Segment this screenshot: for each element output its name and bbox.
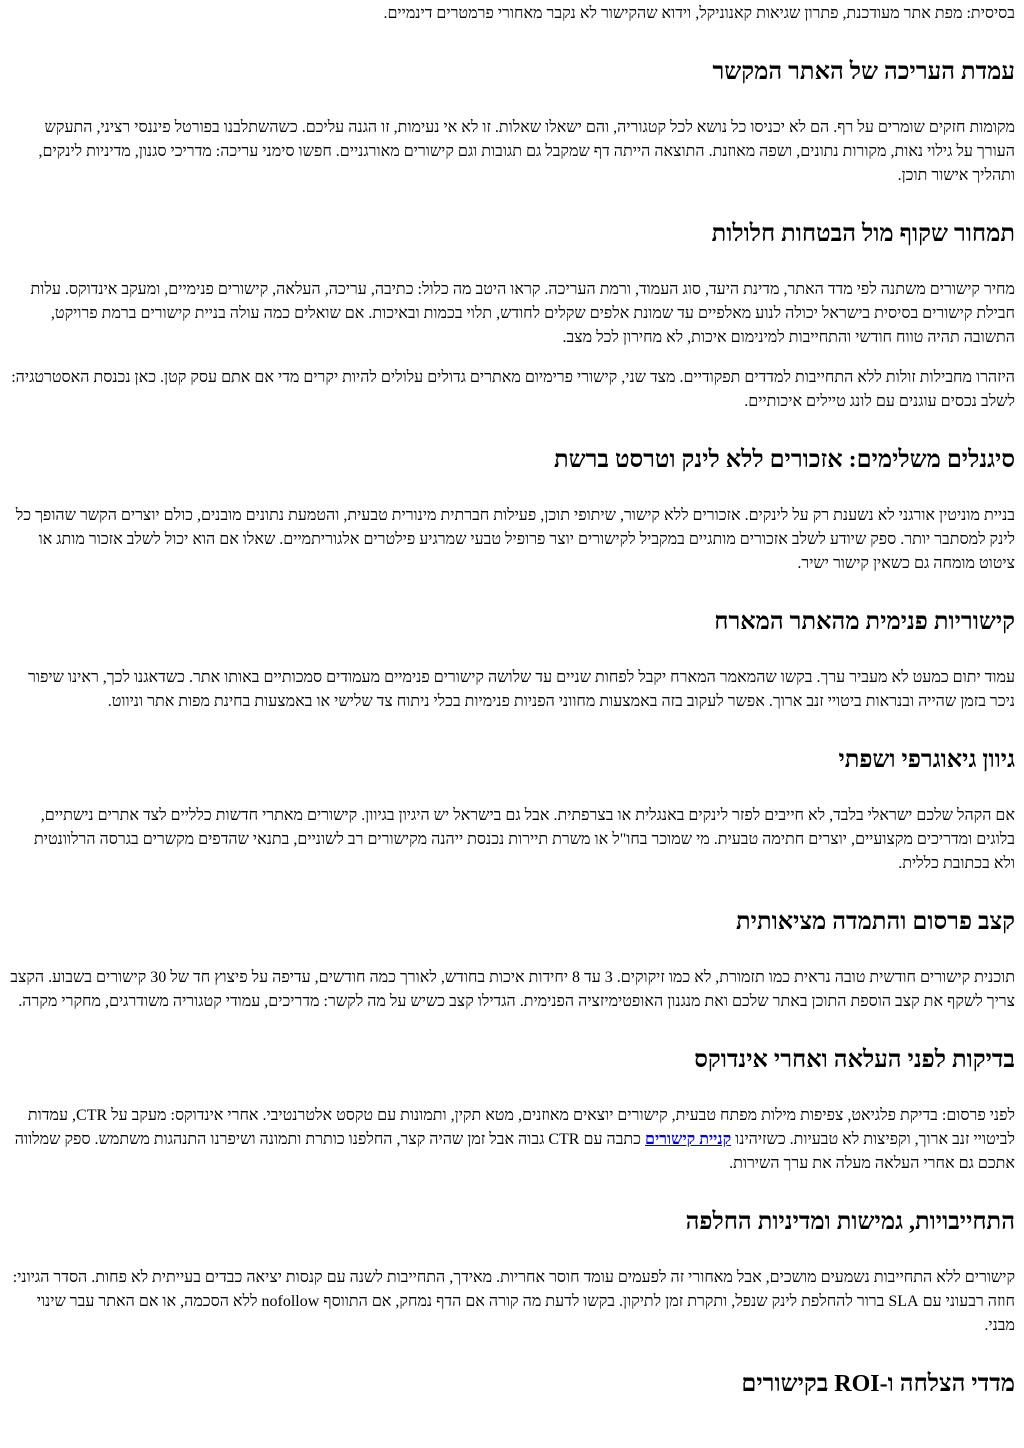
- paragraph-pricing-1: מחיר קישורים משתנה לפי מדד האתר, מדינת היעד, סוג העמוד, ורמת העריכה. קראו היטב מה כלול: כתיבה, עריכה, העלאה, קישורים פנימיים, ומעקב אינדוקס. עלות חבילת קישורים בסיסית בישראל יכולה לנוע מאלפיים עד שמונת אלפים שקלים לחודש, תלוי בכמות ובאיכות. אם שואלים כמה עולה בניית קישורים ברמת פרויקט, התשובה תהיה טווח חודשי והתחייבות למינימום איכות, לא מחירון לכל מצב.: [30, 281, 1015, 346]
- paragraph-pricing-2: היזהרו מחבילות זולות ללא התחייבות למדדים תפקודיים. מצד שני, קישורי פרימיום מאתרים גדולים עלולים להיות יקרים מדי אם אתם עסק קטן. כאן נכנסת האסטרטגיה: לשלב נכסים עוגנים עם לונג טיילים איכותיים.: [11, 369, 1015, 410]
- paragraph-internal-links: עמוד יתום כמעט לא מעביר ערך. בקשו שהמאמר המארח יקבל לפחות שניים עד שלושה קישורים פנימיים מעמודים סמכותיים באותו אתר. כשדאגנו לכך, ראינו שיפור ניכר בזמן שהייה ובנראות ביטויי זנב ארוך. אפשר לעקוב בזה באמצעות מחווני הפניות פנימיות בכלי ניתוח צד שלישי או באמצעות בחינת מפות אתר וניווט.: [27, 669, 1015, 710]
- section-heading-pricing: תמחור שקוף מול הבטחות חלולות: [711, 221, 1015, 247]
- section-heading-internal-links: קישוריות פנימית מהאתר המארח: [714, 609, 1015, 635]
- paragraph-commitments: קישורים ללא התחייבות נשמעים מושכים, אבל מאחורי זה לפעמים עומד חוסר אחריות. מאידך, התחייבות לשנה עם קנסות יציאה כבדים בעייתית לא פחות. הסדר הגיוני: חוזה רבעוני עם SLA ברור להחלפת לינק שנפל, ותקרת זמן לתיקון. בקשו לדעת מה קורה אם הדף נמחק, אם התווסף nofollow ללא הסכמה, או אם האתר עבר שינוי מבני.: [12, 1269, 1015, 1334]
- section-heading-checks: בדיקות לפני העלאה ואחרי אינדוקס: [694, 1047, 1015, 1073]
- paragraph-signals: בניית מוניטין אורגני לא נשענת רק על לינקים. אזכורים ללא קישור, שיתופי תוכן, פעילות חברתית מינורית טבעית, והטמעת נתונים מובנים, כולם יוצרים הקשר שהופך כל לינק למסתבר יותר. ספק שיודע לשלב אזכורים מותגיים במקביל לקישורים יוצר פרופיל טבעי שמרגיע פילטרים אלגוריתמיים. שאלו אם הוא יכול לשלב אזכור מותג או ציטוט מומחה גם כשאין קישור ישיר.: [15, 507, 1015, 572]
- section-heading-commitments: התחייבויות, גמישות ומדיניות החלפה: [685, 1209, 1015, 1235]
- section-heading-signals: סיגנלים משלימים: אזכורים ללא לינק וטרסט ברשת: [553, 447, 1015, 473]
- section-heading-pace: קצב פרסום והתמדה מציאותית: [736, 909, 1015, 935]
- section-heading-roi: מדדי הצלחה ו-ROI בקישורים: [741, 1371, 1015, 1397]
- section-heading-editorial: עמדת העריכה של האתר המקשר: [712, 59, 1015, 85]
- section-heading-geo-diversity: גיוון גיאוגרפי ושפתי: [838, 747, 1015, 773]
- intro-paragraph: בסיסית: מפת אתר מעודכנת, פתרון שגיאות קאנוניקל, וידוא שהקישור לא נקבר מאחורי פרמטרים דינמיים.: [383, 5, 1015, 22]
- paragraph-pace: תוכנית קישורים חודשית טובה נראית כמו תזמורת, לא כמו זיקוקים. 3 עד 8 יחידות איכות בחודש, לאורך כמה חודשים, עדיפה על פיצוץ חד של 30 קישורים בשבוע. הקצב צריך לשקף את קצב הוספת התוכן באתר שלכם ואת מנגנון האופטימיזציה הפנימית. הגדילו קצב כשיש על מה לקשר: מדריכים, עמודי קטגוריה משודרגים, מחקרי מקרה.: [10, 969, 1015, 1010]
- paragraph-editorial: מקומות חזקים שומרים על רף. הם לא יכניסו כל נושא לכל קטגוריה, והם ישאלו שאלות. זו לא אי נעימות, זו הגנה עליכם. כשהשתלבנו בפורטל פיננסי רציני, התעקש העורך על גילוי נאות, מקורות נתונים, ושפה מאוזנת. התוצאה הייתה דף שמקבל גם תגובות וגם קישורים מאורגניים. חפשו סימני עריכה: מדריכי סגנון, מדיניות לינקים, ותהליך אישור תוכן.: [38, 119, 1015, 184]
- paragraph-geo-diversity: אם הקהל שלכם ישראלי בלבד, לא חייבים לפזר לינקים באנגלית או בצרפתית. אבל גם בישראל יש היגיון בגיוון. קישורים מאתרי חדשות כלליים לצד אתרים נישתיים, בלוגים ומדריכים מקצועיים, יוצרים חתימה טבעית. מי שמוכר בחו"ל או משרת תיירות נכנסת ייהנה מקישורים רב לשוניים, בתנאי שהדפים מקשרים בגרסה הרלוונטית ולא בכתובת כללית.: [34, 807, 1015, 872]
- paragraph-checks-before: לפני פרסום: בדיקת פלגיאט, צפיפות מילות מפתח טבעית, קישורים יוצאים מאוזנים, מטא תקין, ותמונות עם טקסט אלטרנטיבי. אחרי אינדוקס: מעקב על CTR, עמדות לביטויי זנב ארוך, וקפיצות לא טבעיות. כשזיהינו: [27, 1107, 1015, 1148]
- paragraph-checks-after: כתבה עם CTR גבוה אבל זמן שהיה קצר, החלפנו כותרת ותמונה ושיפרנו התנהגות משתמש. ספק שמלווה אתכם גם אחרי העלאה מעלה את ערך השירות.: [14, 1131, 1015, 1172]
- paragraph-checks: [10, 1104, 1015, 1176]
- link-buying-links[interactable]: קניית קישורים: [645, 1131, 732, 1148]
